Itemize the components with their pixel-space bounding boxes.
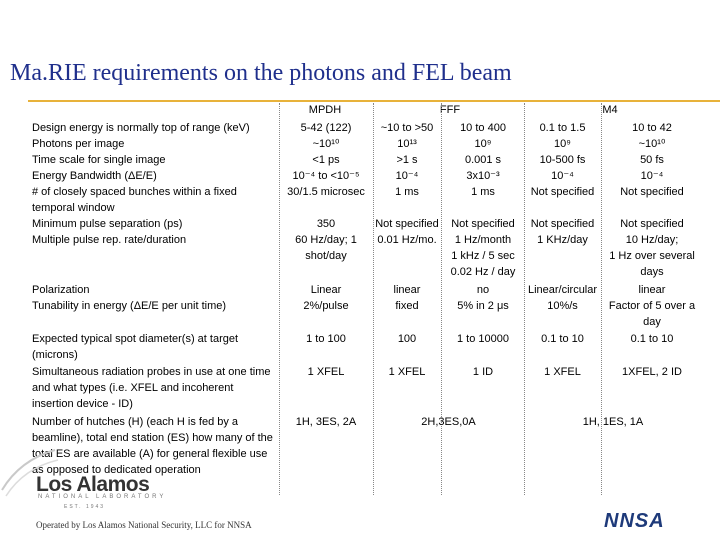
m4-a-requirements: 0.1 to 1.5 10⁹ 10-500 fs 10⁻⁴ Not specified Not specified 1 KHz/day — [530, 122, 595, 246]
fff-a-spot-diameter: 100 — [397, 333, 417, 345]
m4-b-requirements: 10 to 42 ~10¹⁰ 50 fs 10⁻⁴ Not specified Not specified 10 Hz/day; 1 Hz over several days — [609, 122, 695, 278]
row-label-radiation-probes: Simultaneous radiation probes in use at one time and what types (i.e. XFEL and incoherent insertion device - ID) — [32, 366, 271, 410]
fff-b-polarization: no 5% in 2 μs — [457, 284, 509, 312]
mpdh-polarization: Linear 2%/pulse — [303, 284, 349, 312]
fff-b-requirements: 10 to 400 10⁹ 0.001 s 3x10⁻³ 1 ms Not specified 1 Hz/month 1 kHz / 5 sec 0.02 Hz / day — [450, 122, 516, 278]
row-label-hutches: Number of hutches (H) (each H is fed by a beamline), total end station (ES) how many of the total ES are available (A) for general flexible use as opposed to dedicated operation — [32, 416, 273, 476]
operated-by-text: Operated by Los Alamos National Security, LLC for NNSA — [36, 520, 252, 530]
m4-b-polarization: linear Factor of 5 over a day — [608, 284, 696, 328]
m4-hutches: 1H, 1ES, 1A — [582, 416, 644, 428]
m4-b-spot-diameter: 0.1 to 10 — [630, 333, 674, 345]
nnsa-logo: NNSA — [604, 510, 665, 532]
fff-hutches: 2H,3ES,0A — [421, 416, 476, 428]
los-alamos-logo-est: EST. 1943 — [64, 504, 106, 510]
title-underline — [28, 100, 720, 102]
column-divider — [279, 103, 280, 495]
m4-b-radiation-probes: 1XFEL, 2 ID — [622, 366, 682, 378]
header-m4: M4 — [602, 104, 618, 116]
page-title: Ma.RIE requirements on the photons and FEL beam — [10, 60, 512, 86]
los-alamos-logo: Los Alamos — [36, 473, 150, 496]
mpdh-hutches: 1H, 3ES, 2A — [295, 416, 357, 428]
mpdh-requirements: 5-42 (122) ~10¹⁰ <1 ps 10⁻⁴ to <10⁻⁵ 30/1.5 microsec 350 60 Hz/day; 1 shot/day — [287, 122, 365, 262]
mpdh-spot-diameter: 1 to 100 — [306, 333, 346, 345]
fff-a-polarization: linear fixed — [393, 284, 421, 312]
los-alamos-logo-subtitle: NATIONAL LABORATORY — [38, 494, 167, 500]
m4-a-polarization: Linear/circular 10%/s — [527, 284, 598, 312]
row-label-requirements: Design energy is normally top of range (keV) Photons per image Time scale for single image Energy Bandwidth (ΔE/E) # of closely spaced bunches within a fixed temporal window Minimum pulse separation (ps) Multiple pulse rep. rate/duration — [32, 122, 250, 246]
fff-a-radiation-probes: 1 XFEL — [388, 366, 426, 378]
m4-a-radiation-probes: 1 XFEL — [544, 366, 581, 378]
m4-a-spot-diameter: 0.1 to 10 — [541, 333, 584, 345]
row-label-polarization: Polarization Tunability in energy (ΔE/E per unit time) — [32, 284, 227, 312]
header-fff: FFF — [439, 104, 461, 116]
fff-b-radiation-probes: 1 ID — [472, 366, 494, 378]
row-label-spot-diameter: Expected typical spot diameter(s) at target (microns) — [32, 333, 239, 361]
mpdh-radiation-probes: 1 XFEL — [307, 366, 345, 378]
fff-b-spot-diameter: 1 to 10000 — [457, 333, 509, 345]
header-mpdh: MPDH — [308, 104, 342, 116]
fff-a-requirements: ~10 to >50 10¹³ >1 s 10⁻⁴ 1 ms Not specified 0.01 Hz/mo. — [375, 122, 439, 246]
